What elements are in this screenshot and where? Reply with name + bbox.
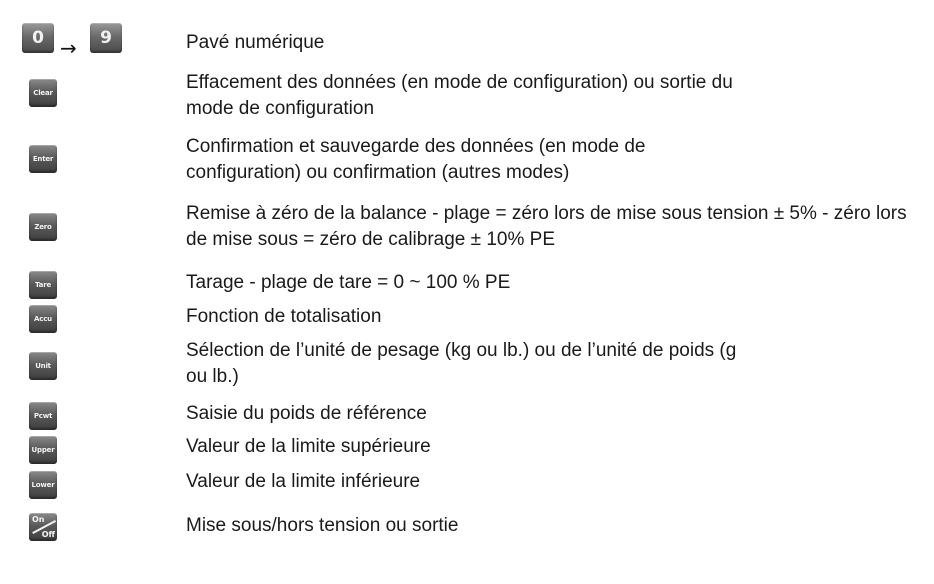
desc-clear: Effacement des données (en mode de configuration) ou sortie du mode de configuration	[186, 72, 733, 119]
key-on-label: On	[32, 515, 45, 524]
key-digit-9: 9	[90, 23, 122, 53]
desc-zero: Remise à zéro de la balance - plage = zéro lors de mise sous tension ± 5% - zéro lors de mise sous = zéro de calibrage ± 10% PE	[186, 203, 907, 250]
key-pcwt: Pcwt	[29, 402, 57, 430]
key-on-off	[29, 513, 57, 541]
key-digit-0: 0	[22, 23, 54, 53]
desc-onoff: Mise sous/hors tension ou sortie	[186, 515, 459, 536]
key-tare: Tare	[29, 271, 57, 299]
key-off-label: Off	[41, 530, 55, 539]
key-accu: Accu	[29, 305, 57, 333]
key-lower: Lower	[29, 471, 57, 499]
key-enter: Enter	[29, 145, 57, 173]
right-arrow-icon: →	[60, 36, 77, 60]
desc-enter: Confirmation et sauvegarde des données (en mode de configuration) ou confirmation (autres modes)	[186, 136, 646, 183]
desc-tare: Tarage - plage de tare = 0 ~ 100 % PE	[186, 272, 511, 293]
desc-digits: Pavé numérique	[186, 32, 325, 53]
desc-accu: Fonction de totalisation	[186, 306, 382, 327]
desc-unit: Sélection de l’unité de pesage (kg ou lb.) ou de l’unité de poids (g ou lb.)	[186, 340, 737, 387]
key-unit: Unit	[29, 352, 57, 380]
desc-lower: Valeur de la limite inférieure	[186, 471, 421, 492]
desc-upper: Valeur de la limite supérieure	[186, 436, 431, 457]
key-clear: Clear	[29, 79, 57, 107]
key-zero: Zero	[29, 213, 57, 241]
key-upper: Upper	[29, 436, 57, 464]
desc-pcwt: Saisie du poids de référence	[186, 403, 427, 424]
